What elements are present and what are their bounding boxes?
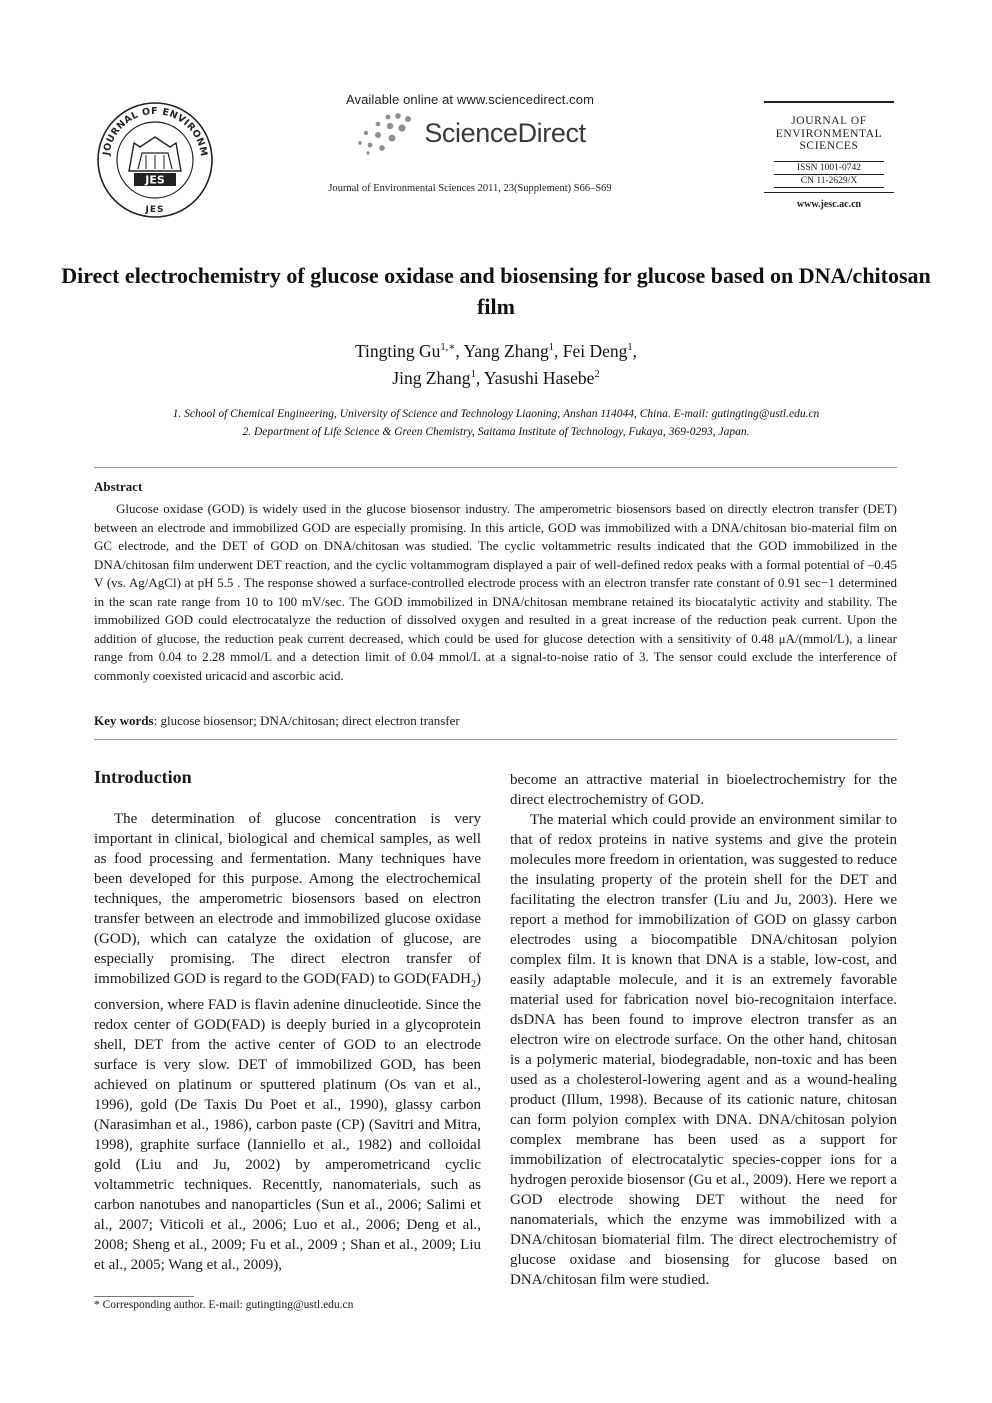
sciencedirect-name: ScienceDirect	[424, 117, 586, 148]
introduction-heading: Introduction	[94, 767, 192, 787]
author-name: Fei Deng	[562, 340, 628, 361]
author-name: Yasushi Hasebe	[483, 367, 595, 388]
author-separator: ,	[455, 340, 464, 361]
author-separator: ,	[554, 340, 563, 361]
masthead-rule-bottom	[764, 192, 894, 193]
jes-logo	[94, 101, 216, 219]
masthead-issn-box	[774, 161, 884, 188]
intro-paragraph	[94, 809, 481, 1275]
masthead-title-line: ENVIRONMENTAL	[775, 127, 883, 140]
abstract-heading: Abstract	[94, 479, 143, 494]
affiliation-2: 2. Department of Life Science & Green Chemistry, Saitama Institute of Technology, Fukaya, 369-0293, Japan.	[242, 426, 750, 438]
masthead-title	[764, 103, 894, 157]
author-name: Yang Zhang	[463, 340, 549, 361]
keywords	[94, 713, 897, 729]
keywords-label: Key words	[94, 713, 154, 728]
keywords-text: : glucose biosensor; DNA/chitosan; direct electron transfer	[153, 713, 460, 728]
divider-bottom	[94, 739, 897, 740]
author-name: Tingting Gu	[354, 340, 441, 361]
issn-text: ISSN 1001-0742	[796, 162, 862, 173]
author-line	[100, 363, 892, 390]
masthead-title-line: JOURNAL OF	[791, 115, 867, 127]
affiliation-1: 1. School of Chemical Engineering, University of Science and Technology Liaoning, Anshan 114044, China. E-mail: gutingting@ustl.edu.cn	[172, 408, 820, 420]
body-column-left	[94, 809, 481, 1275]
divider-top	[94, 467, 897, 468]
intro-paragraph: The material which could provide an environment similar to that of redox proteins in native systems and give the protein molecules more freedom in orientation, was suggested to reduce the insulating property of the protein shell for the DET and facilitating the electron transfer (Liu and Ju, 2003). Here we report a method for immobilization of GOD on glassy carbon electrodes using a biocompatible DNA/chitosan polyion complex film. It is known that DNA is a stable, low-cost, and easily adaptable molecule, and it is an extremely favorable material used for fabrication novel bio-recognitaion interface. dsDNA has been found to improve electron transfer as an electron wire on electrode surface. On the other hand, chitosan is a polymeric material, biodegradable, non-toxic and has been used as a cholesterol-lowering agent and as a wound-healing product (Illum, 1998). Because of its cationic nature, chitosan can form polyion complex with DNA. DNA/chitosan polyion complex membrane has been used as a support for immobilization of electrocatalytic species-copper ions for a hydrogen peroxide biosensor (Gu et al., 2009). Here we report a GOD electrode showing DET without the need for nanomaterials, which the enzyme was immobilized with a DNA/chitosan biomaterial film. The direct electrochemistry of glucose oxidase and biosensing for glucose based on DNA/chitosan film were studied.	[510, 812, 897, 1288]
abstract-text: Glucose oxidase (GOD) is widely used in the glucose biosensor industry. The amperometric biosensors based on directly electron transfer (DET) between an electrode and immobilized GOD are especially promising. In this article, GOD was immobilized with a DNA/chitosan bio-material film on GC electrode, and the DET of GOD on DNA/chitosan was studied. The cyclic voltammetric results indicated that the GOD immobilized in the DNA/chitosan film underwent DET reaction, and the cyclic voltammogram displayed a pair of well-defined redox peaks with a formal potential of –0.45 V (vs. Ag/AgCl) at pH 5.5 . The response showed a surface-controlled electrode process with an electron transfer rate constant of 0.91 sec−1 determined in the scan rate range from 10 to 100 mV/sec. The GOD immobilized in DNA/chitosan membrane retained its biocatalytic activity and stability. The immobilized GOD could electrocatalyze the reduction of dissolved oxygen and resulted in a great increase of the reduction peak current. Upon the addition of glucose, the reduction peak current decreased, which could be used for glucose detection with a sensitivity of 0.48 μA/(mmol/L), a linear range from 0.04 to 2.28 mmol/L and a detection limit of 0.04 mmol/L at a signal-to-noise ratio of 3. The sensor could exclude the interference of commonly coexisted uricacid and ascorbic acid.	[94, 501, 897, 683]
corresponding-author-footnote: * Corresponding author. E-mail: gutingting@ustl.edu.cn	[94, 1299, 354, 1311]
author-name: Jing Zhang	[392, 367, 471, 388]
sciencedirect-block	[280, 92, 660, 194]
intro-text: The determination of glucose concentration is very important in clinical, biological and chemical samples, as well as food processing and fermentation. Many techniques have been developed for this purpose. Among the electrochemical techniques, the amperometric biosensors based on electron transfer between an electrode and immobilized glucose oxidase (GOD), which can catalyze the oxidation of glucose, are especially promising. The direct electron transfer of immobilized GOD is regard to the GOD(FAD) to GOD(FADH	[94, 811, 481, 987]
footnote-rule	[94, 1296, 194, 1297]
author-separator: ,	[475, 367, 484, 388]
author-affiliation-mark: 1	[470, 368, 476, 380]
cn-text: CN 11-2629/X	[774, 174, 884, 187]
available-online-text: Available online at www.sciencedirect.com	[345, 92, 595, 107]
jes-masthead	[764, 101, 894, 210]
author-affiliation-mark: 2	[594, 368, 600, 380]
author-line	[100, 336, 892, 363]
author-list	[100, 336, 892, 390]
paper-title: Direct electrochemistry of glucose oxidase and biosensing for glucose based on DNA/chitosan film	[61, 263, 931, 319]
jes-seal-icon	[94, 101, 216, 219]
sciencedirect-logo	[280, 109, 660, 157]
jes-badge-text: JES	[145, 173, 165, 187]
body-column-right	[510, 770, 897, 1290]
author-separator: ,	[632, 340, 638, 361]
jes-bottom-text: JES	[145, 205, 165, 215]
sciencedirect-dots-icon	[354, 111, 418, 155]
author-affiliation-mark: 1	[627, 342, 633, 353]
jes-ring-text: JOURNAL OF ENVIRONM	[101, 105, 210, 158]
journal-url: www.jesc.ac.cn	[796, 198, 862, 210]
intro-subscript: 2	[471, 979, 476, 990]
author-affiliation-mark: 1	[548, 342, 555, 353]
intro-paragraph-continued: become an attractive material in bioelectrochemistry for the direct electrochemistry of GOD.	[510, 772, 897, 808]
masthead-title-line: SCIENCES	[799, 140, 859, 152]
intro-text: ) conversion, where FAD is flavin adenine dinucleotide. Since the redox center of GOD(FAD) is deeply buried in a glycoprotein shell, DET from the active center of GOD to an electrode surface is very slow. DET of immobilized GOD, has been achieved on platinum or sputtered platinum (Os van et al., 1996), gold (De Taxis Du Poet et al., 1990), glassy carbon (Narasimhan et al., 1986), carbon paste (CP) (Savitri and Mitra, 1998), graphite surface (Ianniello et al., 1982) and colloidal gold (Liu and Ju, 2002) by amperometricand cyclic voltammetric techniques. Recenttly, nanomaterials, such as carbon nanotubes and nanoparticles (Sun et al., 2006; Salimi et al., 2007; Viticoli et al., 2006; Luo et al., 2006; Deng et al., 2008; Sheng et al., 2009; Fu et al., 2009 ; Shan et al., 2009; Liu et al., 2005; Wang et al., 2009),	[94, 971, 481, 1273]
journal-citation: Journal of Environmental Sciences 2011, 23(Supplement) S66–S69	[328, 183, 612, 194]
author-affiliation-mark: 1,∗	[440, 342, 456, 353]
affiliations	[60, 405, 932, 441]
